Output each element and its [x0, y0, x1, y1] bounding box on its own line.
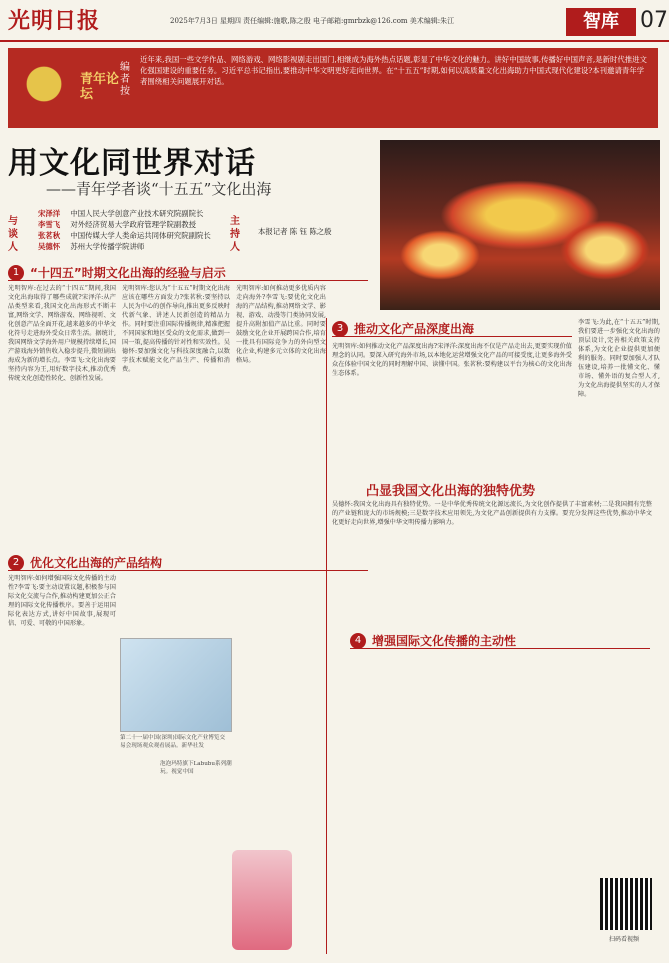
section-header-2	[8, 552, 368, 571]
section-title: 推动文化产品深度出海	[354, 322, 475, 336]
participant-row	[38, 208, 203, 219]
section-number: 4	[350, 633, 366, 649]
qr-caption: 扫码看视频	[608, 936, 639, 943]
article-column: 李雪飞:为此,在“十五五”时期,我们要进一步强化文化出海的顶层设计,完善相关政策支持体系,为文化企业提供更加便利的服务。同时要加强人才队伍建设,培养一批懂文化、懂市场、懂外语的复合型人才,为文化出海提供坚实的人才保障。	[578, 319, 660, 398]
section-header-3	[332, 318, 572, 337]
article-column: 吴德怀:我国文化出海具有独特优势。一是中华优秀传统文化源远流长,为文化创作提供了丰富素材;二是我国拥有完整的产业链和庞大的市场规模;三是数字技术应用领先,为文化产品创新提供有力支撑。要充分发挥这些优势,推动中华文化更好走向世界,增强中华文明传播力影响力。	[332, 501, 652, 526]
photo-caption: 泡泡玛特旗下Labubu系列潮玩。视觉中国	[160, 761, 232, 775]
section-header-1	[8, 262, 368, 281]
column-name: 青年论坛	[80, 72, 120, 102]
section-title: 优化文化出海的产品结构	[30, 556, 163, 570]
section-header-5: 凸显我国文化出海的独特优势	[366, 484, 536, 499]
newspaper-logo: 光明日报	[8, 8, 101, 34]
section-header-4	[350, 630, 650, 649]
section-label: 智库	[566, 8, 636, 36]
editor-note-text: 近年来,我国一些文学作品、网络游戏、网络影视剧走出国门,相继成为海外热点话题,彰显了中华文化的魅力。讲好中国故事,传播好中国声音,是新时代推进文化强国建设的重要任务。习近平总书记指出,要推动中华文明更好走向世界。在“十五五”时期,如何以高质量文化出海助力中国式现代化建设?本刊邀请青年学者围绕相关问题展开对话。	[140, 55, 647, 86]
column-divider	[326, 318, 327, 954]
participant-name: 吴德怀	[38, 242, 61, 251]
section-title: 增强国际文化传播的主动性	[372, 634, 517, 648]
headline: 用文化同世界对话	[8, 146, 256, 181]
issue-meta: 2025年7月3日 星期四 责任编辑:施歌,陈之殷 电子邮箱:gmrbzk@126.com 美术编辑:朱江	[170, 17, 455, 25]
article-column: 光明智库:如何推动更多优质内容走向海外?李雪飞:要优化文化出海的产品结构,推动网络文学、影视、游戏、动漫等门类协同发展,提升高附加值产品比重。同时要鼓励文化企业开展跨国合作,培育一批具有国际竞争力的外向型文化企业,构建多元立体的文化出海格局。	[236, 285, 326, 364]
participant-title: 中国传媒大学人类命运共同体研究院副院长	[70, 231, 211, 240]
participants-label: 与谈人	[8, 216, 18, 253]
article-column: 光明智库:在过去的“十四五”期间,我国文化出海取得了哪些成就?宋泽洋:从产品类型来看,我国文化出海形式不断丰富,网络文学、网络游戏、网络视听、文化创意产品全面开花,越来越多的中华文化符号走进海外受众日常生活。据统计,我国网络文学海外用户规模持续增长,国产游戏海外销售收入稳步提升,微短剧出海成为新的增长点。李雪飞:文化出海要坚持内容为王,用好数字技术,推动优秀传统文化创造性转化、创新性发展。	[8, 285, 116, 382]
section-title: “十四五”时期文化出海的经验与启示	[30, 266, 226, 280]
article-column: 光明智库:您认为“十五五”时期文化出海应该在哪些方面发力?张茗秋:要坚持以人民为中心的创作导向,推出更多反映时代新气象、讲述人民新创造的精品力作。同时要注重国际传播规律,精准把握不同国家和地区受众的文化需求,做到一国一策,提高传播的针对性和实效性。吴德怀:要加强文化与科技深度融合,以数字技术赋能文化产品生产、传播和消费。	[122, 285, 230, 373]
expo-photo	[120, 638, 232, 732]
participant-row	[38, 230, 211, 241]
article-column: 光明智库:如何推动文化产品深度出海?宋泽洋:深度出海不仅是产品走出去,更要实现价值理念的认同。要深入研究海外市场,以本地化运营增强文化产品的可接受度,让更多海外受众在体验中国文化的同时理解中国、读懂中国。张茗秋:要构建以平台为核心的文化出海生态体系。	[332, 343, 572, 377]
toy-photo	[232, 850, 292, 950]
participant-title: 中国人民大学创意产业技术研究院副院长	[70, 209, 204, 218]
dragon-dance-photo	[380, 140, 660, 310]
participant-title: 苏州大学传播学院讲师	[70, 242, 145, 251]
photo-caption: 第二十一届中国(深圳)国际文化产业博览交易会现场观众观看展品。新华社发	[120, 735, 226, 749]
host-name: 本报记者 陈 钰 陈之殷	[258, 227, 332, 236]
page-number: 07	[640, 8, 668, 33]
participant-row	[38, 241, 144, 252]
column-logo-icon	[14, 54, 74, 114]
host-label: 主持人	[230, 216, 240, 253]
article-column: 光明智库:如何增强国际文化传播的主动性?李雪飞:要主动设置议题,积极参与国际文化交流与合作,推动构建更加公正合理的国际文化传播秩序。要善于运用国际化表达方式,讲好中国故事,展现可信、可爱、可敬的中国形象。	[8, 575, 116, 627]
participant-title: 对外经济贸易大学政府管理学院副教授	[70, 220, 197, 229]
section-number: 1	[8, 265, 24, 281]
participant-name: 宋泽洋	[38, 209, 61, 218]
participant-name: 李雪飞	[38, 220, 61, 229]
qr-code-icon[interactable]	[600, 878, 652, 930]
section-number: 2	[8, 555, 24, 571]
participant-name: 张茗秋	[38, 231, 61, 240]
subheadline: ——青年学者谈“十五五”文化出海	[46, 180, 272, 198]
participant-row	[38, 219, 196, 230]
section-number: 3	[332, 321, 348, 337]
editor-note-tag: 编者按	[120, 62, 130, 97]
